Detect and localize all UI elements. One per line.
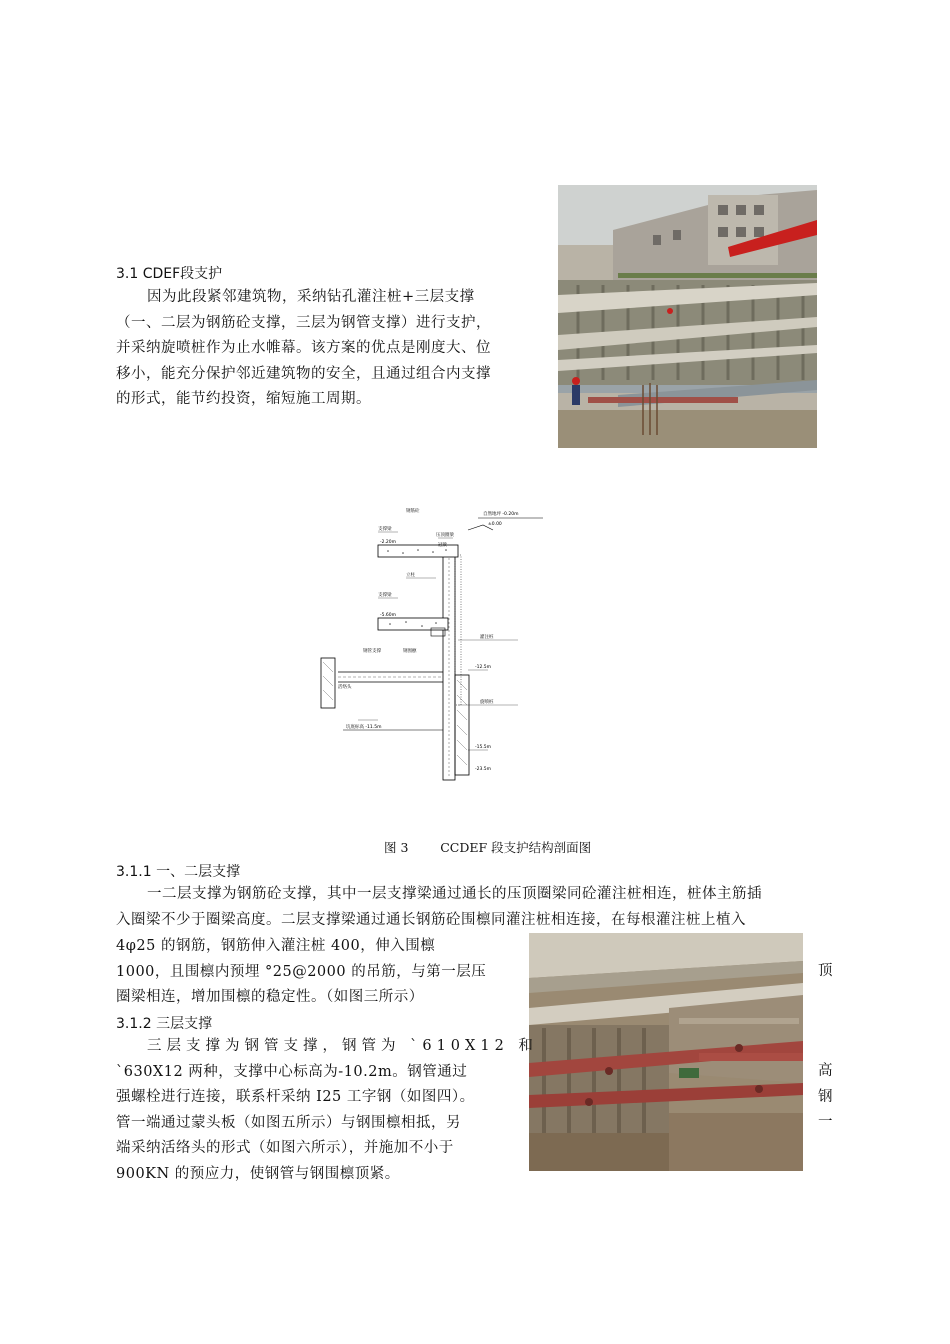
drawing-label: 压顶圈梁	[436, 533, 454, 538]
structure-section-drawing	[318, 500, 543, 785]
drawing-label: 支撑梁	[378, 593, 392, 598]
paragraph-line: 移小，能充分保护邻近建筑物的安全，且通过组合内支撑	[116, 365, 491, 382]
drawing-label: -2.20m	[380, 540, 397, 545]
drawing-label: ±0.00	[488, 522, 502, 527]
drawing-label: 冠梁	[438, 543, 447, 548]
paragraph-line: （一、二层为钢筋砼支撑，三层为钢管支撑）进行支护，	[116, 314, 491, 331]
drawing-label: 钢管支撑	[363, 649, 381, 654]
drawing-label: 立柱	[406, 573, 415, 578]
drawing-label: 坑底标高 -11.5m	[346, 725, 382, 730]
excavation-photo	[558, 185, 817, 448]
paragraph-line: 三层支撑为钢管支撑，钢管为 ˋ610X12 和	[147, 1038, 538, 1054]
figure-caption: 图 3 CCDEF 段支护结构剖面图	[384, 840, 592, 855]
paragraph-line: 强螺栓进行连接，联系杆采纳 I25 工字钢（如图四）。	[116, 1089, 475, 1105]
drawing-label: 灌注桩	[480, 635, 494, 640]
drawing-label: -15.5m	[475, 745, 492, 750]
excavation-photo-graphic	[558, 185, 817, 448]
drawing-label: 钢围檩	[403, 649, 417, 654]
section-heading-3-1: 3.1 CDEF段支护	[116, 266, 223, 282]
drawing-label: 钢筋砼	[406, 509, 420, 514]
paragraph-line: 4φ25 的钢筋，钢筋伸入灌注桩 400，伸入围檩	[116, 938, 436, 954]
wrapped-right-char: 高	[818, 1063, 833, 1079]
section-heading-3-1-2: 3.1.2 三层支撑	[116, 1016, 213, 1032]
paragraph-line: 入圈梁不少于圈梁高度。二层支撑梁通过通长钢筋砼围檩同灌注桩相连接，在每根灌注桩上植入	[116, 911, 746, 928]
wrapped-right-char: 钢	[818, 1089, 833, 1105]
drawing-label: 自然地坪 -0.20m	[483, 512, 519, 517]
steel-pipe-support-photo	[529, 933, 803, 1171]
paragraph-line: 一二层支撑为钢筋砼支撑，其中一层支撑梁通过通长的压顶圈梁同砼灌注桩相连，桩体主筋插	[147, 886, 762, 902]
drawing-label: -23.5m	[475, 767, 492, 772]
paragraph-line: 的形式，能节约投资，缩短施工周期。	[116, 391, 371, 407]
drawing-label: -5.60m	[380, 613, 397, 618]
paragraph-line: 管一端通过蒙头板（如图五所示）与钢围檩相抵，另	[116, 1114, 461, 1131]
paragraph-line: 因为此段紧邻建筑物，采纳钻孔灌注桩+三层支撑	[147, 289, 475, 305]
paragraph-line: 并采纳旋喷桩作为止水帷幕。该方案的优点是刚度大、位	[116, 340, 491, 356]
paragraph-line: 端采纳活络头的形式（如图六所示），并施加不小于	[116, 1140, 454, 1156]
drawing-label: -12.5m	[475, 665, 492, 670]
paragraph-line: 1000，且围檩内预埋 °25@2000 的吊筋，与第一层压	[116, 963, 487, 980]
steel-pipe-photo-graphic	[529, 933, 803, 1171]
paragraph-line: 900KN 的预应力，使钢管与钢围檩顶紧。	[116, 1165, 400, 1182]
section-drawing-graphic	[318, 500, 543, 785]
paragraph-3-1-1-wrapped	[116, 934, 486, 1011]
drawing-label: 活络头	[338, 685, 352, 690]
drawing-label: 支撑梁	[378, 527, 392, 532]
section-heading-3-1-1: 3.1.1 一、二层支撑	[116, 864, 241, 880]
paragraph-line: 圈梁相连，增加围檩的稳定性。（如图三所示）	[116, 989, 424, 1005]
paragraph-3-1-1-full	[116, 882, 762, 933]
paragraph-3-1-2	[116, 1034, 538, 1187]
drawing-label: 旋喷桩	[480, 700, 494, 705]
paragraph-line: ˋ630X12 两种，支撑中心标高为-10.2m。钢管通过	[116, 1063, 468, 1080]
paragraph-3-1	[116, 285, 556, 413]
wrapped-right-char: 一	[818, 1114, 833, 1130]
wrapped-right-char: 顶	[818, 963, 833, 979]
